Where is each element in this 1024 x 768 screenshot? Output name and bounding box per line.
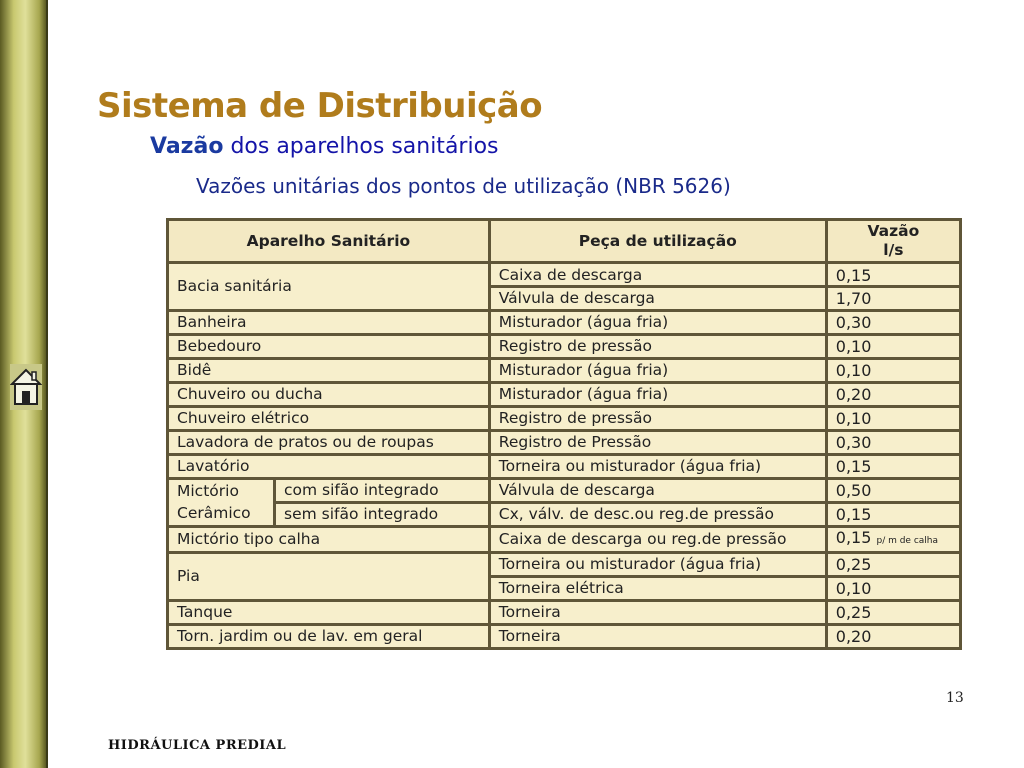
table-row (168, 601, 961, 625)
cell-peca: Caixa de descarga (489, 263, 826, 287)
cell-peca: Cx, válv. de desc.ou reg.de pressão (489, 503, 826, 527)
cell-aparelho: Pia (168, 553, 490, 601)
cell-peca: Registro de pressão (489, 335, 826, 359)
cell-vazao: 0,15 (826, 455, 960, 479)
header-vazao (826, 220, 960, 263)
table-row (168, 553, 961, 577)
cell-peca: Misturador (água fria) (489, 311, 826, 335)
cell-sub-aparelho: com sifão integrado (275, 479, 490, 503)
footer-course-title: HIDRÁULICA PREDIAL (108, 738, 287, 753)
cell-peca: Caixa de descarga ou reg.de pressão (489, 527, 826, 553)
cell-vazao: 0,10 (826, 407, 960, 431)
cell-peca: Registro de Pressão (489, 431, 826, 455)
cell-vazao: 0,15 (826, 263, 960, 287)
table-header-row (168, 220, 961, 263)
cell-aparelho: Bacia sanitária (168, 263, 490, 311)
cell-peca: Torneira (489, 625, 826, 649)
slide-title: Sistema de Distribuição (97, 86, 543, 126)
cell-vazao: 0,10 (826, 359, 960, 383)
cell-aparelho: Mictório (168, 479, 275, 503)
header-vazao-unit: l/s (883, 241, 904, 259)
cell-aparelho: Chuveiro elétrico (168, 407, 490, 431)
cell-peca: Torneira (489, 601, 826, 625)
header-aparelho: Aparelho Sanitário (168, 220, 490, 263)
cell-aparelho: Lavadora de pratos ou de roupas (168, 431, 490, 455)
cell-aparelho: Tanque (168, 601, 490, 625)
cell-vazao: 0,15 (826, 503, 960, 527)
cell-vazao: 1,70 (826, 287, 960, 311)
header-vazao-label: Vazão (867, 222, 920, 240)
cell-aparelho: Mictório tipo calha (168, 527, 490, 553)
vazao-value: 0,15 (835, 528, 872, 547)
table-row (168, 479, 961, 503)
table-row (168, 407, 961, 431)
cell-vazao: 0,10 (826, 335, 960, 359)
table-row (168, 455, 961, 479)
cell-peca: Misturador (água fria) (489, 359, 826, 383)
cell-aparelho: Bebedouro (168, 335, 490, 359)
slide-subtitle (150, 134, 499, 159)
table-row (168, 263, 961, 287)
cell-aparelho: Bidê (168, 359, 490, 383)
table-row (168, 503, 961, 527)
cell-peca: Registro de pressão (489, 407, 826, 431)
cell-vazao: 0,20 (826, 383, 960, 407)
cell-vazao (826, 527, 960, 553)
cell-peca: Torneira ou misturador (água fria) (489, 455, 826, 479)
subtitle-text: dos aparelhos sanitários (230, 134, 499, 159)
table-row (168, 527, 961, 553)
flow-rate-table (166, 218, 962, 650)
header-peca: Peça de utilização (489, 220, 826, 263)
cell-aparelho: Banheira (168, 311, 490, 335)
table-row (168, 383, 961, 407)
vazao-note: p/ m de calha (876, 536, 939, 546)
home-button[interactable] (10, 364, 42, 410)
cell-vazao: 0,25 (826, 601, 960, 625)
cell-peca: Torneira ou misturador (água fria) (489, 553, 826, 577)
cell-peca: Válvula de descarga (489, 479, 826, 503)
cell-vazao: 0,50 (826, 479, 960, 503)
table-row (168, 335, 961, 359)
table-row (168, 431, 961, 455)
cell-aparelho: Cerâmico (168, 503, 275, 527)
cell-vazao: 0,20 (826, 625, 960, 649)
table-row (168, 359, 961, 383)
cell-aparelho: Chuveiro ou ducha (168, 383, 490, 407)
table-row (168, 625, 961, 649)
cell-peca: Torneira elétrica (489, 577, 826, 601)
cell-sub-aparelho: sem sifão integrado (275, 503, 490, 527)
cell-vazao: 0,30 (826, 311, 960, 335)
cell-vazao: 0,10 (826, 577, 960, 601)
table-row (168, 311, 961, 335)
page-number: 13 (946, 690, 964, 706)
cell-peca: Válvula de descarga (489, 287, 826, 311)
table-caption: Vazões unitárias dos pontos de utilização (NBR 5626) (196, 174, 731, 198)
subtitle-highlight: Vazão (150, 134, 224, 159)
home-icon (10, 364, 42, 410)
cell-peca: Misturador (água fria) (489, 383, 826, 407)
cell-vazao: 0,30 (826, 431, 960, 455)
cell-aparelho: Torn. jardim ou de lav. em geral (168, 625, 490, 649)
cell-aparelho: Lavatório (168, 455, 490, 479)
cell-vazao: 0,25 (826, 553, 960, 577)
